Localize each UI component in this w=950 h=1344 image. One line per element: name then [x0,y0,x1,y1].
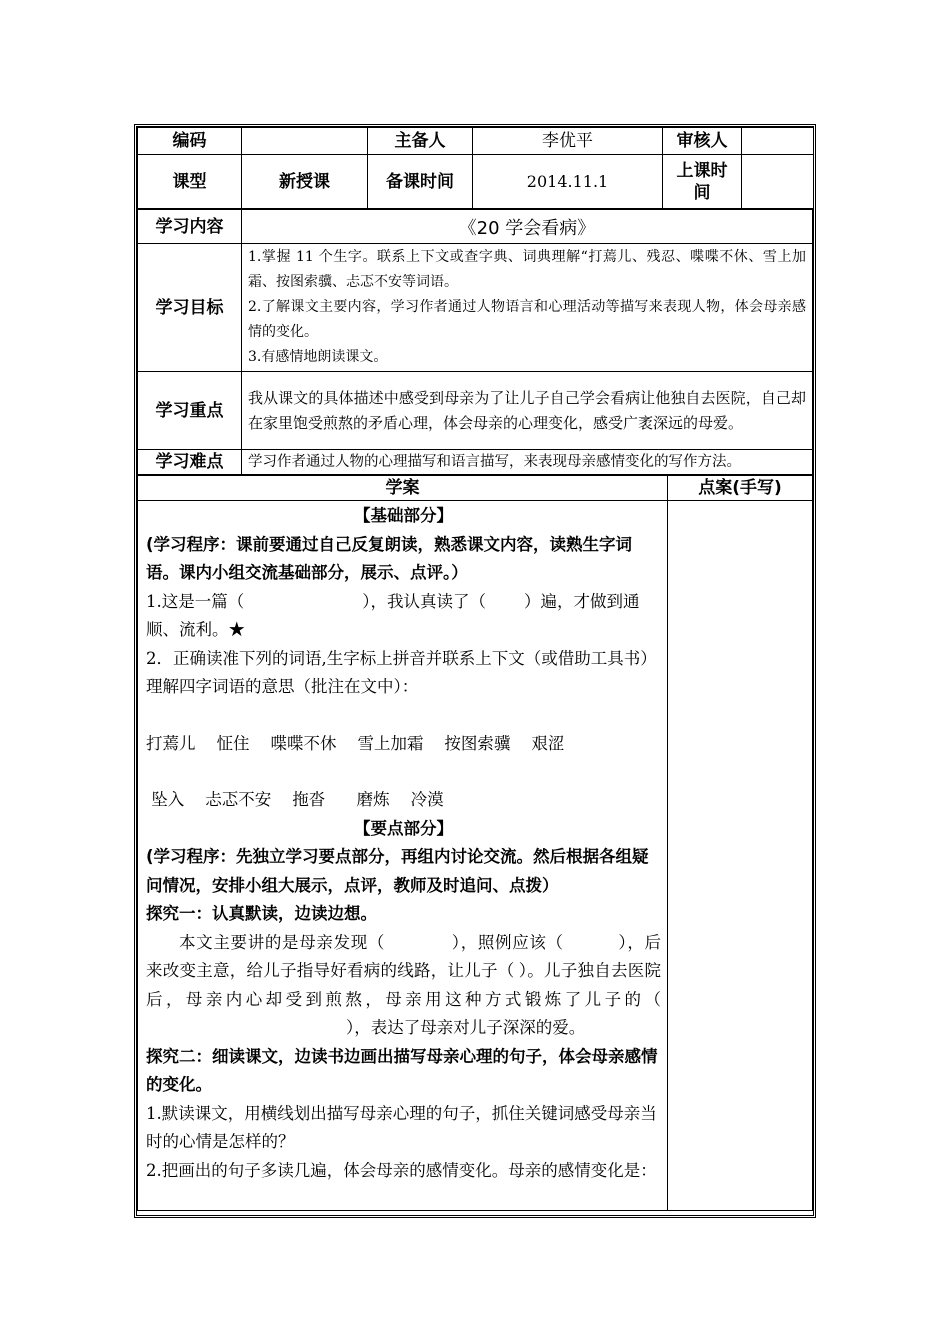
content-value: 《20 学会看病》 [242,210,813,244]
inquiry-1-part-e: ），表达了母亲对儿子深深的爱。 [346,1018,586,1037]
difficulty-value: 学习作者通过人物的心理描写和语言描写，来表现母亲感情变化的写作方法。 [242,450,813,475]
lead-value: 李优平 [473,128,663,155]
header-table [137,127,814,209]
focus-value: 我从课文的具体描述中感受到母亲为了让儿子自己学会看病让他独自去医院，自己却在家里饱受煎熬的矛盾心理，体会母亲的心理变化，感受广袤深远的母爱。 [242,372,813,450]
q1-part-a: 1.这是一篇（ [146,591,245,611]
plan-body-row [138,501,813,1211]
class-time-label-line2: 间 [693,182,711,203]
inquiry-1-part-d: ）。儿子独自去医院后，母亲内心却受到煎熬，母亲用这种方式锻炼了儿子的（ [146,961,661,1009]
header-row-1 [138,128,814,155]
plan-table [137,475,813,1211]
prep-time-label: 备课时间 [368,155,473,209]
content-row [138,210,813,244]
spacer [146,702,661,730]
word-list-row-2: 坠入 忐忑不安 拖沓 磨炼 冷漠 [146,790,444,809]
spacer [146,758,661,786]
q1-part-b: ），我认真读了（ [362,591,486,611]
class-time-label-line1: 上课时 [676,160,728,181]
header-row-2 [138,155,814,209]
review-value [742,128,814,155]
inquiry-2-title: 探究二：细读课文，边读书边画出描写母亲心理的句子，体会母亲感情的变化。 [146,1046,658,1094]
goals-label: 学习目标 [138,244,242,372]
inquiry-1-part-c: ），后来改变主意，给儿子指导好看病的线路，让儿子（ [146,932,662,980]
plan-body [138,501,668,1211]
focus-row [138,372,813,450]
focus-label: 学习重点 [138,372,242,450]
code-value [242,128,368,155]
info-table [137,209,813,475]
q1-part-c: ）遍，才做到通顺、流利。★ [146,591,640,639]
content-label: 学习内容 [138,210,242,244]
inquiry-1-part-b: ），照例应该（ [451,932,564,952]
goal-item: 1.掌握 11 个生字。联系上下文或查字典、词典理解“打蔫儿、残忍、喋喋不休、雪上加霜、按图索骥、忐忑不安等词语。 [248,249,806,290]
type-label: 课型 [138,155,242,209]
class-time-value [742,155,814,209]
lesson-plan-sheet [134,124,816,1218]
type-value: 新授课 [242,155,368,209]
goal-item: 2.了解课文主要内容，学习作者通过人物语言和心理活动等描写来表现人物，体会母亲感情的变化。 [248,299,806,340]
inquiry-2-question-1: 1.默读课文，用横线划出描写母亲心理的句子，抓住关键词感受母亲当时的心情是怎样的？ [146,1103,657,1151]
inquiry-1-title: 探究一：认真默读，边读边想。 [146,904,377,923]
word-list-row-1: 打蔫儿 怔住 喋喋不休 雪上加霜 按图索骥 艰涩 [146,733,565,753]
difficulty-label: 学习难点 [138,450,242,475]
difficulty-row [138,450,813,475]
basic-procedure: (学习程序：课前要通过自己反复朗读，熟悉课文内容，读熟生字词语。课内小组交流基础部分，展示、点评。） [146,534,633,582]
plan-column-header: 学案 [138,476,668,501]
basic-question-2: 2．正确读准下列的词语,生字标上拼音并联系上下文（或借助工具书）理解四字词语的意思（批注在文中）： [146,648,657,696]
goals-row [138,244,813,372]
notes-column-header: 点案(手写) [668,476,813,501]
code-label: 编码 [138,128,242,155]
lead-label: 主备人 [368,128,473,155]
basic-question-1 [146,588,661,645]
inquiry-2-question-2: 2.把画出的句子多读几遍，体会母亲的感情变化。母亲的感情变化是： [146,1160,657,1180]
key-procedure: (学习程序：先独立学习要点部分，再组内讨论交流。然后根据各组疑问情况，安排小组大展示，点评，教师及时追问、点拨） [146,847,649,895]
goal-item: 3.有感情地朗读课文。 [248,349,388,365]
review-label: 审核人 [663,128,742,155]
inquiry-1-text [146,929,661,1043]
class-time-label [663,155,742,209]
goals-list [242,244,813,372]
plan-header-row [138,476,813,501]
prep-time-value: 2014.11.1 [473,155,663,209]
key-heading: 【要点部分】 [354,818,453,838]
handwritten-notes-area[interactable] [668,501,813,1211]
basic-heading: 【基础部分】 [354,506,453,525]
inquiry-1-part-a: 本文主要讲的是母亲发现（ [179,932,386,952]
